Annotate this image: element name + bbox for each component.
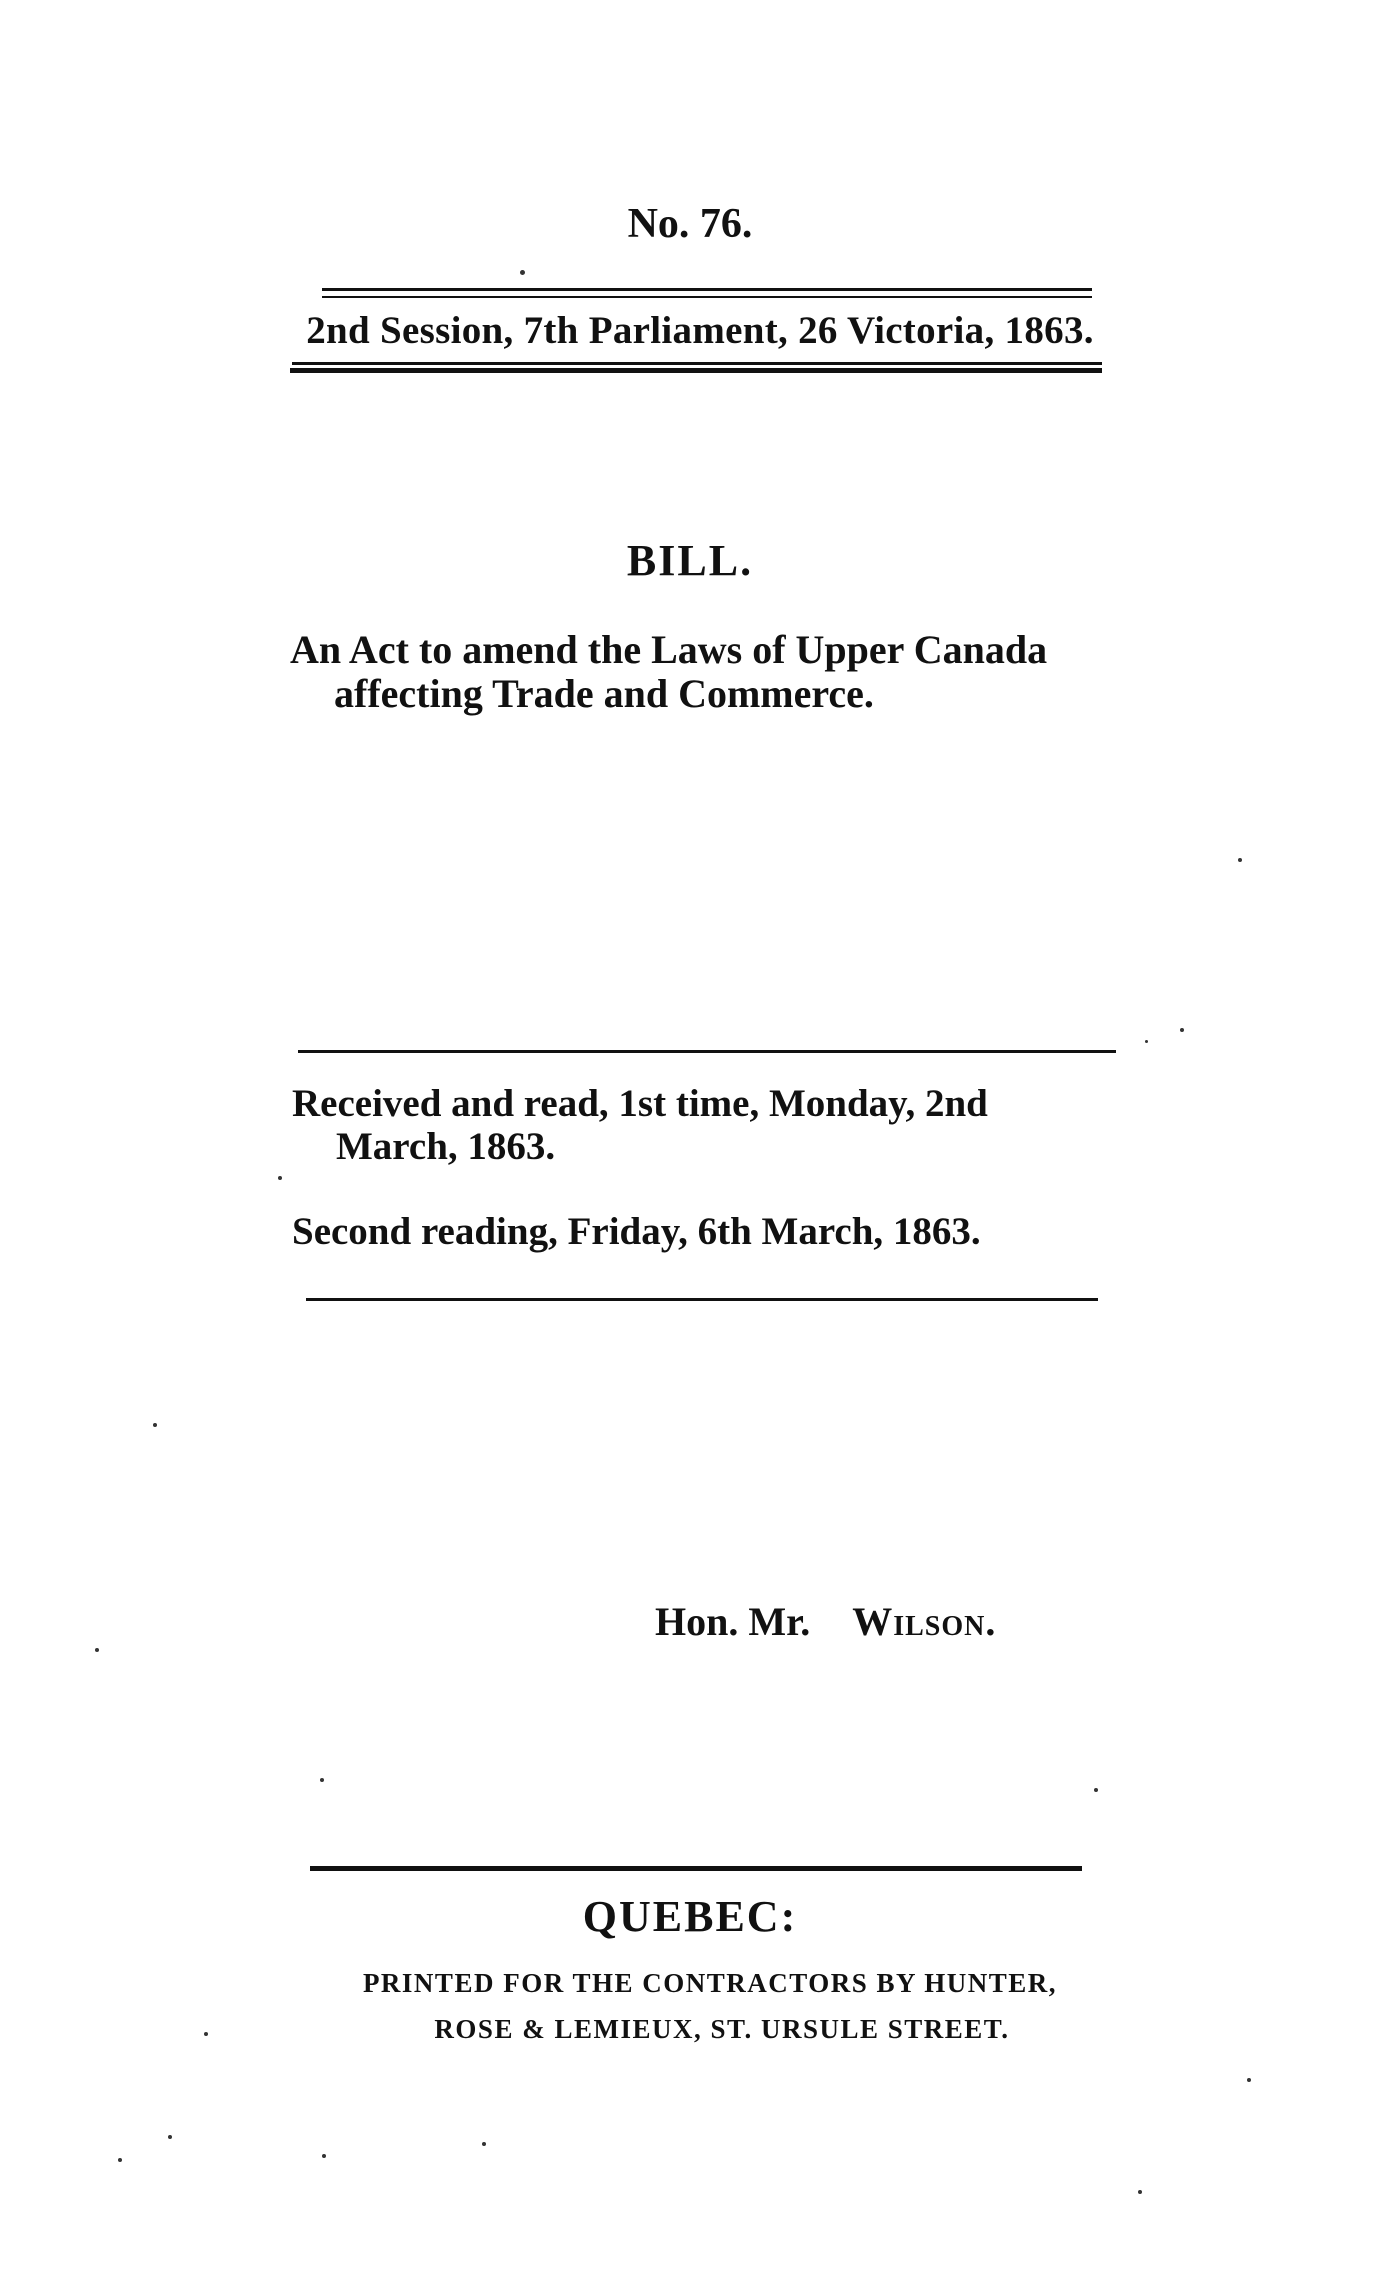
scan-speck <box>1138 2190 1142 2194</box>
sponsor <box>655 1598 1155 1645</box>
scan-speck <box>322 2154 326 2158</box>
printer-line-2: ROSE & LEMIEUX, ST. URSULE STREET. <box>434 2014 1010 2044</box>
imprint-rule <box>310 1866 1082 1871</box>
bill-heading: BILL. <box>626 536 754 585</box>
scan-speck <box>204 2032 208 2036</box>
readings-top-rule <box>298 1050 1116 1053</box>
session-line: 2nd Session, 7th Parliament, 26 Victoria, 1863. <box>306 309 1094 352</box>
scan-speck <box>95 1648 99 1652</box>
scan-speck <box>168 2135 172 2139</box>
printer-imprint <box>290 1960 1130 2052</box>
scan-speck <box>153 1423 157 1427</box>
scan-speck <box>1247 2078 1251 2082</box>
scan-speck <box>482 2142 486 2146</box>
first-reading-line-2: March, 1863. <box>336 1125 556 1168</box>
bill-title-line-1: An Act to amend the Laws of Upper Canada <box>290 627 1048 672</box>
sponsor-name: Wilson. <box>852 1599 997 1644</box>
bill-title-line-2: affecting Trade and Commerce. <box>334 671 874 716</box>
first-reading <box>292 1082 1152 1168</box>
session-bottom-rule <box>292 362 1102 365</box>
scan-speck <box>1238 858 1242 862</box>
session-top-rule <box>322 288 1092 291</box>
imprint-place: QUEBEC: <box>582 1892 798 1941</box>
printer-line-1: PRINTED FOR THE CONTRACTORS BY HUNTER, <box>362 1968 1058 1998</box>
scan-speck <box>278 1176 282 1180</box>
scan-speck <box>320 1778 324 1782</box>
bill-title <box>290 628 1150 716</box>
readings-bottom-rule <box>306 1298 1098 1301</box>
scan-speck <box>520 270 525 275</box>
scan-speck <box>1180 1028 1184 1032</box>
session-bottom-rule-thick <box>290 368 1102 373</box>
first-reading-line-1: Received and read, 1st time, Monday, 2nd <box>292 1082 988 1125</box>
scan-speck <box>1145 1040 1148 1043</box>
bill-number: No. 76. <box>627 201 753 247</box>
session-top-rule-inner <box>322 296 1092 298</box>
sponsor-prefix: Hon. Mr. <box>655 1599 811 1644</box>
second-reading: Second reading, Friday, 6th March, 1863. <box>292 1210 981 1253</box>
scan-speck <box>118 2158 122 2162</box>
scan-speck <box>1094 1788 1098 1792</box>
